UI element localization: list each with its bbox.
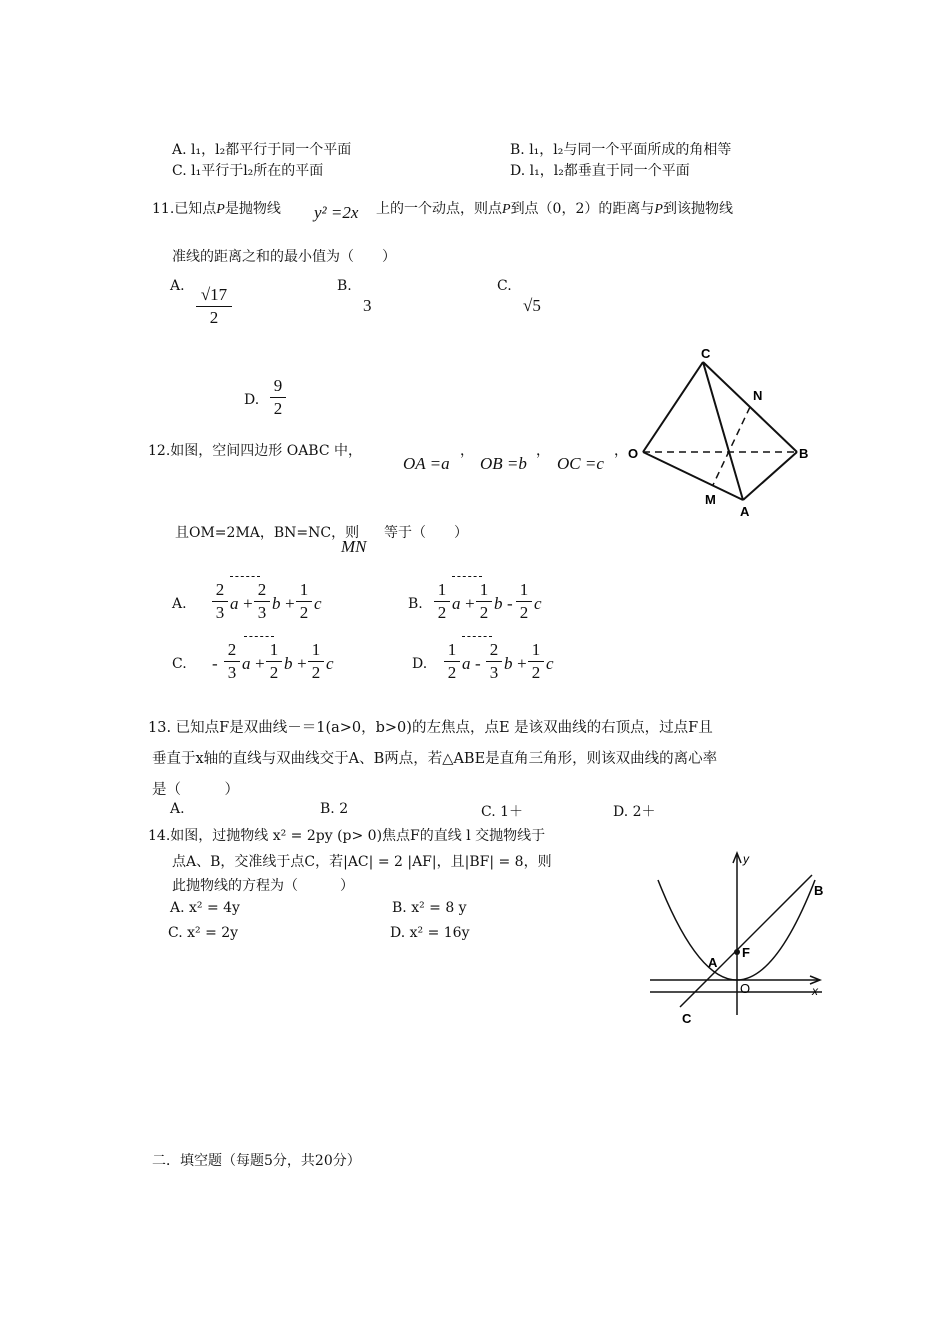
edge-ca [703, 362, 743, 500]
q11-option-a-num: √17 [200, 285, 228, 304]
q13-line-2: 垂直于x轴的直线与双曲线交于A、B两点，若△ABE是直角三角形，则该双曲线的离心率 [152, 751, 718, 767]
q12-d-frac-3-den: 2 [531, 663, 541, 682]
edge-ab [743, 452, 797, 500]
q12-c-plus-1: + [254, 654, 266, 673]
q12-b-frac-2 [476, 580, 492, 623]
focus-point [734, 949, 740, 955]
q12-vec-ob: OB =b [480, 454, 527, 473]
q13-line-1: 13. 已知点F是双曲线－＝1(a>0，b>0)的左焦点，点E 是该双曲线的右顶点，过点F且 [148, 720, 713, 736]
q12-b-frac-3-num: 1 [519, 580, 529, 599]
q12-vec-oa: OA =a [403, 454, 450, 473]
tetrahedron-figure [625, 340, 825, 520]
q12-d-frac-1-num: 1 [447, 640, 457, 659]
parabola-figure [640, 845, 830, 1025]
q12-a-frac-3 [296, 580, 312, 623]
q13-line-3: 是（ ） [152, 782, 239, 798]
q14-line-2: 点A、B，交准线于点C，若|AC| = 2 |AF|，且|BF| = 8，则 [172, 854, 552, 870]
q12-c-frac-3-den: 2 [311, 663, 321, 682]
q12-c-frac-1 [224, 640, 240, 683]
q12-a-sym-c: c [314, 594, 322, 613]
q12-b-minus: - [507, 594, 513, 613]
q12-d-sym-b: b [504, 654, 513, 673]
q12-d-frac-2-den: 3 [489, 663, 499, 682]
q11-point-p-2: P [502, 202, 511, 217]
label-a: A [740, 504, 750, 519]
q12-b-sym-b: b [494, 594, 503, 613]
edge-oa [643, 452, 743, 500]
q12-option-a-label: A. [172, 596, 187, 612]
q12-c-frac-3-num: 1 [311, 640, 321, 659]
q11-option-a-label: A. [170, 278, 185, 294]
q11-point-p: P [216, 202, 225, 217]
q12-option-b-label: B. [408, 596, 423, 612]
q12-a-frac-2-num: 2 [257, 580, 267, 599]
q12-option-d-label: D. [412, 656, 428, 672]
q11-option-d-label: D. [244, 392, 260, 408]
q12-a-frac-3-num: 1 [299, 580, 309, 599]
q12-c-frac-3 [308, 640, 324, 683]
q11-stem-tail [376, 198, 733, 218]
q12-c-sym-c: c [326, 654, 334, 673]
label-c: C [682, 1011, 692, 1025]
q12-a-frac-1 [212, 580, 228, 623]
q12-stem-line2-tail: 等于（ ） [384, 525, 468, 541]
q12-vec-oc: OC =c [557, 454, 604, 473]
q12-c-frac-2-den: 2 [269, 663, 279, 682]
label-f: F [742, 945, 750, 960]
q14-option-c: C. x² = 2y [168, 925, 239, 941]
q12-c-frac-2-num: 1 [269, 640, 279, 659]
label-o: O [740, 981, 751, 996]
label-b: B [814, 883, 824, 898]
q12-a-plus-2: + [284, 594, 296, 613]
q12-b-frac-2-num: 1 [479, 580, 489, 599]
q12-c-sym-b: b [284, 654, 293, 673]
q12-b-plus: + [464, 594, 476, 613]
q11-equation: y² =2x [314, 203, 359, 222]
q11-text-4: 到点（0，2）的距离与 [510, 201, 655, 217]
q13-option-d: D. 2＋ [613, 804, 656, 820]
q12-d-frac-2-num: 2 [489, 640, 499, 659]
q12-b-frac-3-den: 2 [519, 603, 529, 622]
q10-option-c: C. l₁平行于l₂所在的平面 [172, 163, 324, 179]
q12-option-b-vector-mark [452, 576, 482, 577]
q12-d-frac-1-den: 2 [447, 663, 457, 682]
label-o: O [628, 446, 639, 461]
q11-option-a-fraction [196, 285, 232, 328]
q12-b-frac-3 [516, 580, 532, 623]
q11-option-d-den: 2 [273, 399, 283, 418]
q12-d-frac-3 [528, 640, 544, 683]
q12-option-c-vector-mark [244, 636, 274, 637]
q11-option-b-label: B. [337, 278, 352, 294]
q12-stem: 12.如图，空间四边形 OABC 中， [148, 443, 363, 459]
q13-option-a: A. [170, 801, 185, 817]
q12-c-plus-2: + [296, 654, 308, 673]
q12-b-sym-a: a [452, 594, 461, 613]
label-a: A [708, 955, 718, 970]
q12-b-frac-1-num: 1 [437, 580, 447, 599]
section-2-title: 二．填空题（每题5分，共20分） [152, 1153, 361, 1169]
label-n: N [753, 388, 763, 403]
q12-c-frac-1-num: 2 [227, 640, 237, 659]
q12-b-sym-c: c [534, 594, 542, 613]
label-c: C [701, 346, 711, 361]
q12-d-sym-a: a [462, 654, 471, 673]
q12-vec-mn: MN [341, 537, 367, 556]
q12-b-frac-2-den: 2 [479, 603, 489, 622]
q14-line-1: 14.如图，过抛物线 x² = 2py (p> 0)焦点F的直线 l 交抛物线于 [148, 828, 546, 844]
q11-option-c-value: √5 [523, 296, 541, 315]
q14-option-d: D. x² = 16y [390, 925, 470, 941]
q12-a-plus-1: + [242, 594, 254, 613]
q12-comma-3: ， [614, 443, 628, 459]
q12-a-frac-2 [254, 580, 270, 623]
q12-d-minus: - [475, 654, 481, 673]
q11-point-p-3: P [654, 202, 663, 217]
q11-text-2: 是抛物线 [224, 201, 281, 217]
q12-d-frac-1 [444, 640, 460, 683]
q11-stem [152, 198, 281, 218]
q12-option-d-vector-mark [462, 636, 492, 637]
q11-text-5: 到该抛物线 [662, 201, 733, 217]
q12-option-c-label: C. [172, 656, 187, 672]
q12-c-frac-1-den: 3 [227, 663, 237, 682]
label-y: y [743, 852, 749, 866]
q12-d-frac-2 [486, 640, 502, 683]
q12-d-sym-c: c [546, 654, 554, 673]
q10-option-d: D. l₁，l₂都垂直于同一个平面 [510, 163, 690, 179]
q10-option-b: B. l₁，l₂与同一个平面所成的角相等 [510, 142, 732, 158]
q12-d-plus: + [516, 654, 528, 673]
q11-stem-line2: 准线的距离之和的最小值为（ ） [172, 249, 396, 265]
q12-a-sym-b: b [272, 594, 281, 613]
q12-c-frac-2 [266, 640, 282, 683]
q12-stem-line2: 且OM=2MA，BN=NC，则 [175, 525, 360, 541]
q13-option-b: B. 2 [320, 801, 349, 817]
q11-text-3: 上的一个动点，则点 [376, 201, 502, 217]
q11-option-c-label: C. [497, 278, 512, 294]
q11-option-d-num: 9 [273, 376, 283, 395]
q14-option-b: B. x² = 8 y [392, 900, 467, 916]
q12-c-sym-a: a [242, 654, 251, 673]
q12-d-frac-3-num: 1 [531, 640, 541, 659]
q12-a-frac-2-den: 3 [257, 603, 267, 622]
q12-b-frac-1-den: 2 [437, 603, 447, 622]
label-x: x [812, 984, 818, 998]
label-b: B [799, 446, 809, 461]
q12-a-frac-3-den: 2 [299, 603, 309, 622]
q12-a-sym-a: a [230, 594, 239, 613]
q12-comma-1: ， [460, 443, 474, 459]
q11-option-d-fraction [270, 376, 286, 419]
q14-line-3: 此抛物线的方程为（ ） [172, 878, 354, 894]
q14-option-a: A. x² = 4y [170, 900, 240, 916]
q12-a-frac-1-den: 3 [215, 603, 225, 622]
q10-option-a: A. l₁，l₂都平行于同一个平面 [172, 142, 352, 158]
q12-a-frac-1-num: 2 [215, 580, 225, 599]
edge-oc [643, 362, 703, 452]
q12-b-frac-1 [434, 580, 450, 623]
label-m: M [705, 492, 716, 507]
q12-comma-2: ， [536, 443, 550, 459]
q12-option-a-vector-mark [230, 576, 260, 577]
q11-text-1: 11.已知点 [152, 201, 217, 217]
q11-option-b-value: 3 [363, 296, 372, 315]
q13-option-c: C. 1＋ [481, 804, 524, 820]
q12-c-minus: - [212, 654, 218, 673]
q11-option-a-den: 2 [209, 308, 219, 327]
